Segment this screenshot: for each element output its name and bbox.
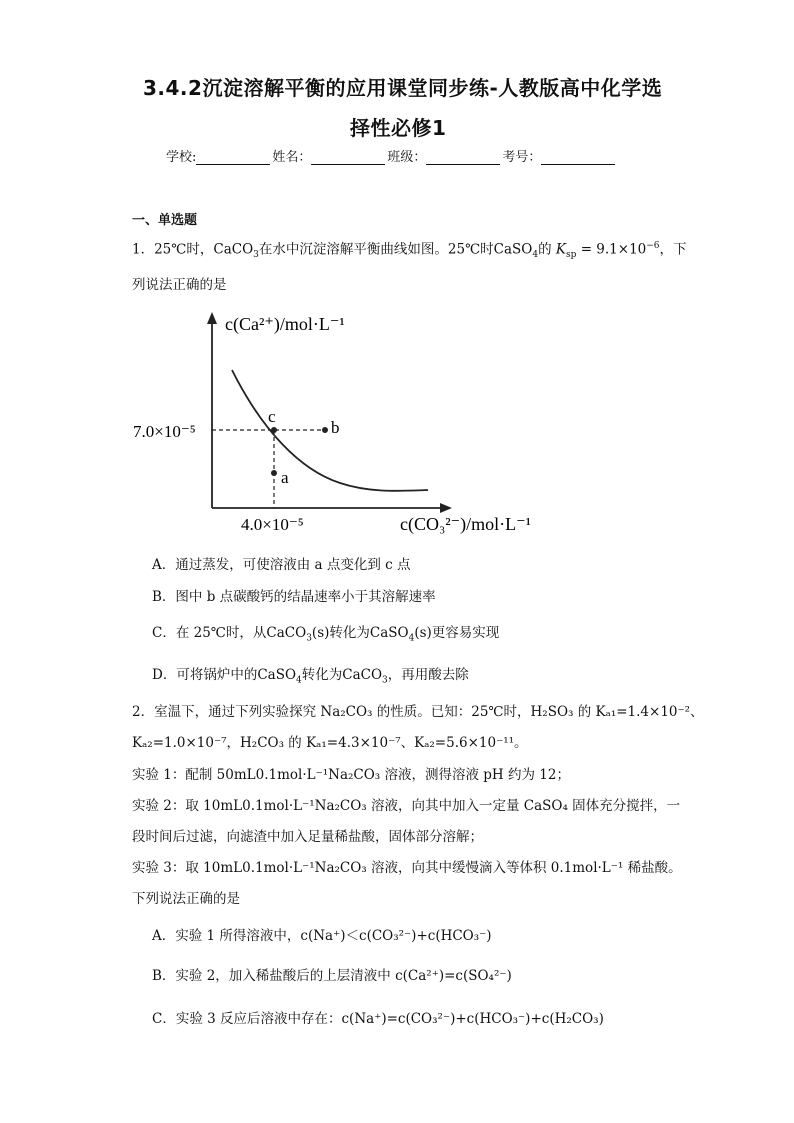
- section-heading: 一、单选题: [132, 213, 198, 228]
- student-info-line: [166, 146, 617, 165]
- name-field[interactable]: [311, 151, 385, 165]
- q1-stem-text: ，下: [659, 241, 687, 258]
- y-axis-arrow: [207, 312, 217, 324]
- q1-stem-text: 在水中沉淀溶解平衡曲线如图。25℃时: [258, 241, 494, 258]
- school-field[interactable]: [196, 151, 270, 165]
- page-title: 3.4.2沉淀溶解平衡的应用课堂同步练-人教版高中化学选: [143, 76, 663, 100]
- q2-option-a[interactable]: A．实验 1 所得溶液中，c(Na⁺)＜c(CO₃²⁻)+c(HCO₃⁻): [152, 928, 492, 944]
- point-b-label: b: [331, 418, 340, 437]
- q1-ksp: = 9.1×10: [580, 241, 647, 258]
- q1-option-c-formula: CaCO: [266, 625, 307, 641]
- point-a-label: a: [281, 468, 289, 487]
- point-b: [322, 427, 328, 433]
- q2-experiment-1: 实验 1：配制 50mL0.1mol·L⁻¹Na₂CO₃ 溶液，测得溶液 pH 约为 12；: [132, 767, 570, 783]
- page-title-line2: 择性必修1: [350, 116, 447, 140]
- q1-option-d-text: ，再用酸去除: [387, 667, 469, 683]
- q2-option-c[interactable]: C．实验 3 反应后溶液中存在：c(Na⁺)=c(CO₃²⁻)+c(HCO₃⁻)+c(H₂CO₃): [152, 1011, 604, 1027]
- q1-stem-line2: 列说法正确的是: [132, 277, 227, 293]
- q1-option-d[interactable]: D．可将锅炉中的CaSO$_4$转化为CaCO$_3$，再用酸去除: [152, 667, 469, 686]
- q2-option-b[interactable]: B．实验 2，加入稀盐酸后的上层清液中 c(Ca²⁺)=c(SO₄²⁻): [152, 968, 512, 984]
- school-label: 学校:: [166, 150, 197, 165]
- x-axis-label: c(CO₃²⁻)/mol·L⁻¹: [400, 514, 532, 534]
- q1-option-d-formula: CaSO: [257, 667, 297, 683]
- q1-option-c-formula: CaSO: [369, 625, 409, 641]
- q1-ksp-exp: −6: [646, 241, 660, 251]
- q1-option-c[interactable]: C．在 25℃时，从CaCO$_3$(s)转化为CaSO$_4$(s)更容易实现: [152, 625, 500, 644]
- q1-stem-text: 的: [538, 241, 552, 258]
- q1-formula-caso4: CaSO: [493, 241, 533, 258]
- point-a: [271, 470, 277, 476]
- q1-option-c-text: (s)更容易实现: [414, 625, 500, 641]
- x-tick-label: 4.0×10⁻⁵: [241, 515, 304, 534]
- q1-stem: 1．25℃时，CaCO$_3$在水中沉淀溶解平衡曲线如图。25℃时CaSO$_4$的 $K_{sp} = 9.1\times 10^{-6}$，下: [132, 241, 687, 261]
- q2-ask: 下列说法正确的是: [132, 891, 240, 907]
- number-field[interactable]: [541, 151, 615, 165]
- q2-experiment-3: 实验 3：取 10mL0.1mol·L⁻¹Na₂CO₃ 溶液，向其中缓慢滴入等体积 0.1mol·L⁻¹ 稀盐酸。: [132, 860, 682, 876]
- number-label: 考号：: [502, 150, 542, 165]
- q1-option-d-text: D．可将锅炉中的: [152, 667, 258, 683]
- q2-experiment-2: 实验 2：取 10mL0.1mol·L⁻¹Na₂CO₃ 溶液，向其中加入一定量 CaSO₄ 固体充分搅拌，一: [132, 798, 681, 814]
- q2-stem-line2: Kₐ₂=1.0×10⁻⁷，H₂CO₃ 的 Kₐ₁=4.3×10⁻⁷、Kₐ₂=5.6×10⁻¹¹。: [132, 735, 528, 751]
- q1-stem-text: 1．25℃时，: [132, 241, 214, 258]
- q1-option-d-formula: CaCO: [342, 667, 383, 683]
- q2-experiment-2-cont: 段时间后过滤，向滤渣中加入足量稀盐酸，固体部分溶解；: [132, 829, 483, 845]
- q1-option-a[interactable]: A．通过蒸发，可使溶液由 a 点变化到 c 点: [152, 557, 411, 573]
- class-field[interactable]: [426, 151, 500, 165]
- q1-option-b[interactable]: B．图中 b 点碳酸钙的结晶速率小于其溶解速率: [152, 589, 436, 605]
- class-label: 班级：: [387, 150, 427, 165]
- point-c-label: c: [268, 407, 276, 426]
- q1-formula-caco3: CaCO: [213, 241, 254, 258]
- q1-option-c-text: C．在 25℃时，从: [152, 625, 267, 641]
- name-label: 姓名：: [272, 150, 312, 165]
- q1-option-c-text: (s)转化为: [311, 625, 370, 641]
- point-c: [271, 427, 277, 433]
- y-axis-label: c(Ca²⁺)/mol·L⁻¹: [225, 314, 345, 334]
- x-axis-arrow: [440, 503, 452, 513]
- q1-option-d-text: 转化为: [301, 667, 343, 683]
- solubility-curve: [232, 370, 428, 491]
- y-tick-label: 7.0×10⁻⁵: [133, 422, 196, 441]
- q2-stem-line1: 2．室温下，通过下列实验探究 Na₂CO₃ 的性质。已知：25℃时，H₂SO₃ 的 Kₐ₁=1.4×10⁻²、: [132, 704, 704, 720]
